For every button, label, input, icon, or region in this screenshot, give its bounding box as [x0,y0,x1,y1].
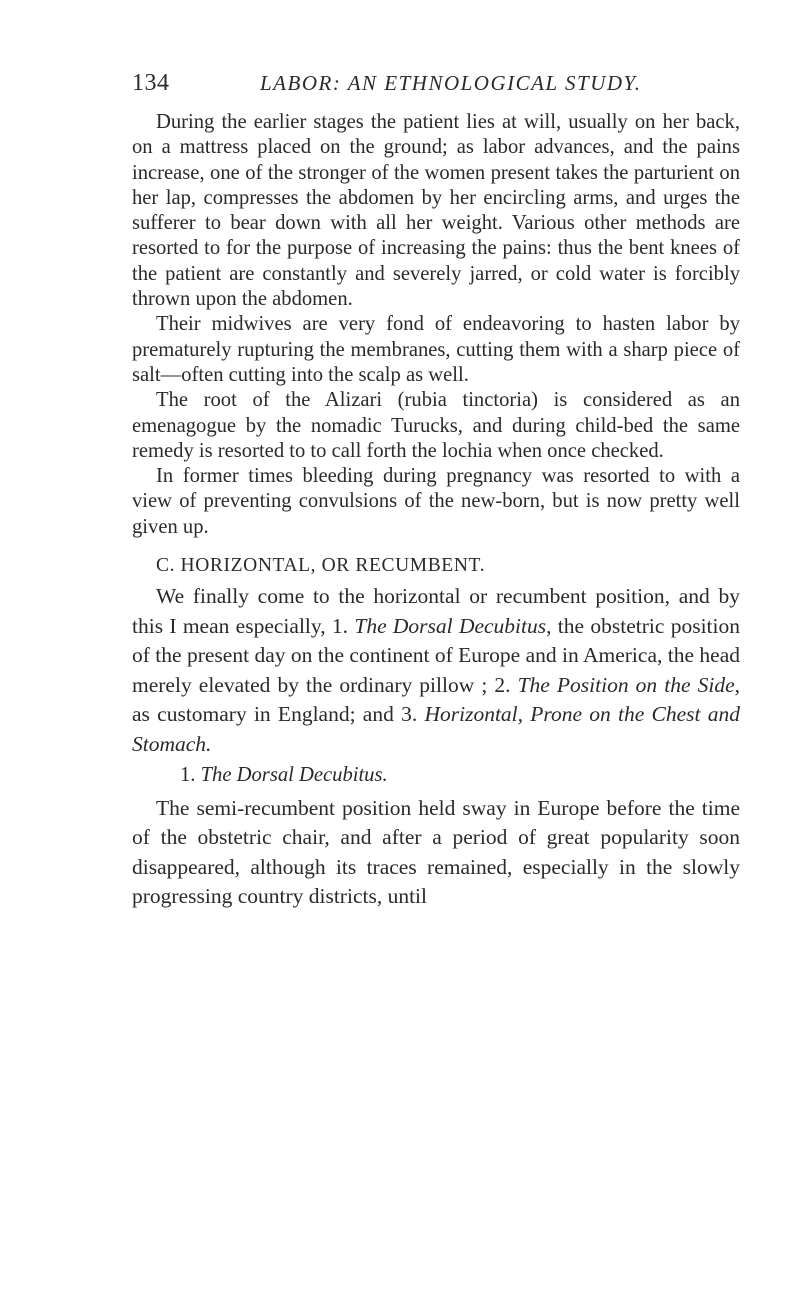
paragraph-alizari-root: The root of the Alizari (rubia tinctoria) is considered as an emenagogue by the nomadic Turucks, and during child-bed the same remedy is resorted to to call forth the lochia when once checked. [132,389,740,462]
subheading-number: 1. [180,763,201,786]
subheading-dorsal-decubitus [132,760,740,790]
intro-italic-prone: Horizontal, Prone on the Chest and Stomach. [132,702,740,757]
intro-italic-side: The Position on the Side [517,672,735,697]
paragraph-bleeding: In former times bleeding during pregnancy was resorted to with a view of preventing convulsions of the new-born, but is now pretty well given up. [132,465,740,538]
intro-italic-dorsal: The Dorsal Decubitus [354,613,547,638]
paragraph-semi-recumbent: The semi-recumbent position held sway in Europe before the time of the obstetric chair, and after a period of great popularity soon disappeared, although its traces remained, especially in the slowly progressing country districts, until [132,795,740,909]
paragraph-labor-stages: During the earlier stages the patient lies at will, usually on her back, on a mattress placed on the ground; as labor advances, and the pains increase, one of the stronger of the women present takes the parturient on her lap, compresses the abdomen by her encircling arms, and urges the sufferer to bear down with all her weight. Various other methods are resorted to for the purpose of increasing the pains: thus the bent knees of the patient are constantly and severely jarred, or cold water is forcibly thrown upon the abdomen. [132,111,740,311]
body-text [132,110,740,912]
subheading-title: The Dorsal Decubitus. [200,763,388,786]
running-head [132,66,740,100]
intro-text-c: , as customary in England; and 3. [132,672,740,727]
paragraph-recumbent-intro [132,582,740,760]
section-heading: C. HORIZONTAL, OR RECUMBENT. [156,555,486,577]
page-number: 134 [132,70,170,96]
intro-text-a: We finally come to the horizontal or recumbent position, and by this I mean especially, 1. [132,584,740,638]
intro-text-b: , the obstetric position of the present day on the continent of Europe and in America, the head merely elevated by the ordinary pillow ; 2. [132,613,740,697]
paragraph-midwives: Their midwives are very fond of endeavoring to hasten labor by prematurely rupturing the membranes, cutting them with a sharp piece of salt—often cutting into the scalp as well. [132,313,740,386]
running-title: LABOR: AN ETHNOLOGICAL STUDY. [260,71,642,95]
